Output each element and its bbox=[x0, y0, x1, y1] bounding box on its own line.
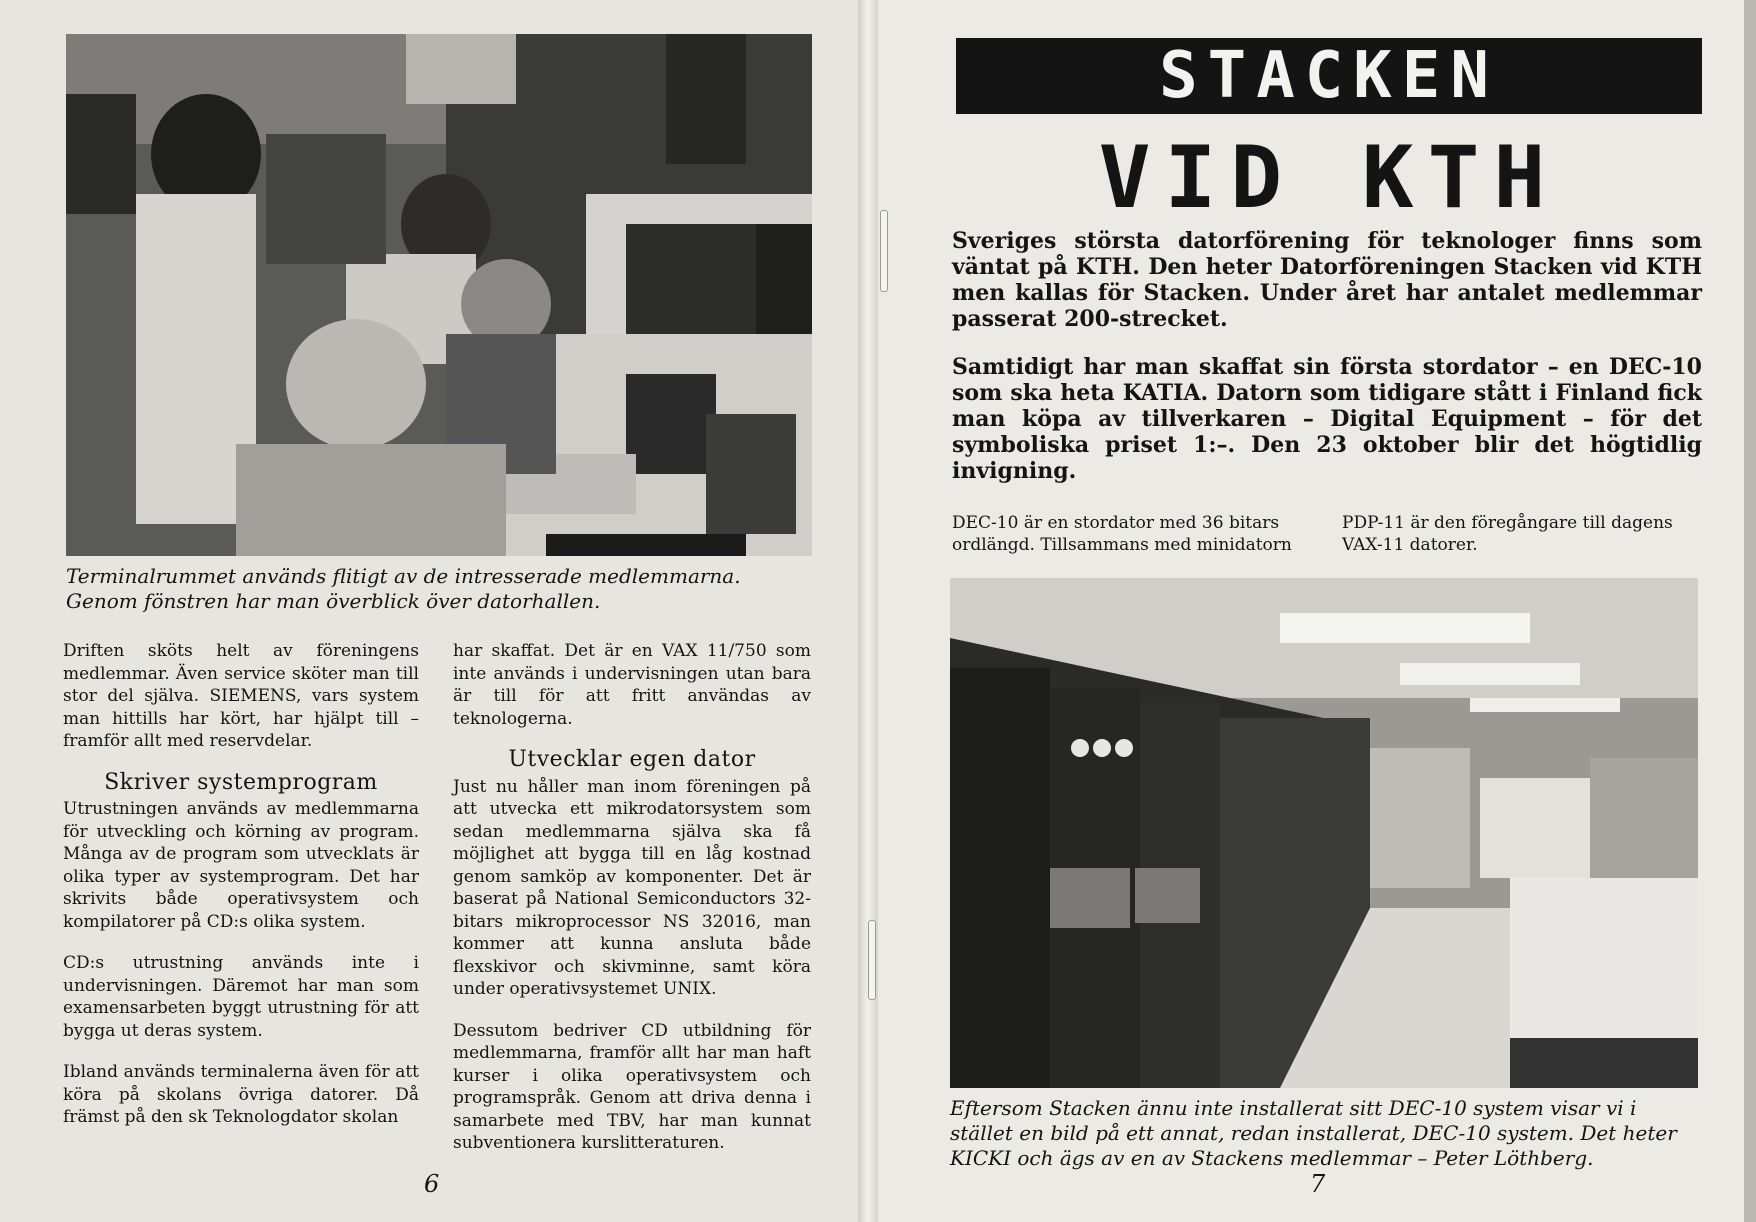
title-vid-kth: VID KTH bbox=[1098, 128, 1560, 228]
title-banner-stacken: STACKEN bbox=[956, 38, 1702, 114]
paragraph: har skaffat. Det är en VAX 11/750 som inte används i undervisningen utan bara är till för att fritt användas av teknologerna. bbox=[453, 641, 811, 729]
terminal-photo-caption: Terminalrummet används flitigt av de intresserade medlemmarna. Genom fönstren har man överblick över datorhallen. bbox=[66, 564, 741, 613]
lead-paragraph: Samtidigt har man skaffat sin första stordator – en DEC-10 som ska heta KATIA. Datorn som tidigare stått i Finland fick man köpa av tillverkaren – Digital Equipment – för det symboliska priset 1:–. Den 23 oktober blir det högtidlig invigning. bbox=[952, 354, 1702, 484]
left-column-1 bbox=[63, 640, 419, 1148]
paragraph: Driften sköts helt av föreningens medlemmar. Även service sköter man till stor del själva. SIEMENS, vars system man hittills har kört, har hjälpt till – framför allt med reservdelar. bbox=[63, 641, 419, 751]
subheading-skriver-systemprogram: Skriver systemprogram bbox=[104, 769, 378, 795]
page-edge bbox=[1744, 0, 1756, 1222]
page-number-right: 7 bbox=[1310, 1170, 1326, 1198]
note-dec10: DEC-10 är en stordator med 36 bitars ordlängd. Tillsammans med minidatorn bbox=[952, 513, 1292, 555]
computer-hall-caption: Eftersom Stacken ännu inte installerat sitt DEC-10 system visar vi i stället en bild på ett annat, redan installerat, DEC-10 system. Det heter KICKI och ägs av en av Stackens medlemmar – Peter Löthberg. bbox=[950, 1096, 1677, 1170]
left-column-2 bbox=[453, 640, 811, 1174]
paragraph: Dessutom bedriver CD utbildning för medlemmarna, framför allt har man haft kurser i olika operativsystem och programspråk. Genom att driva denna i samarbete med TBV, har man kunnat subventionera kurslitteraturen. bbox=[453, 1020, 811, 1153]
note-pdp11: PDP-11 är den föregångare till dagens VAX-11 datorer. bbox=[1342, 513, 1673, 555]
paragraph: Ibland används terminalerna även för att köra på skolans övriga datorer. Då främst på den sk Teknologdator skolan bbox=[63, 1062, 419, 1127]
paragraph: Just nu håller man inom föreningen på att utvecka ett mikrodatorsystem som sedan medlemmarna själva ska få möjlighet att bygga till en låg kostnad genom samköp av komponenter. Det är baserat på National Semiconductors 32-bitars mikroprocessor NS 32016, man kommer att kunna ansluta både flexskivor och skivminne, samt köra under operativsystemet UNIX. bbox=[453, 776, 811, 999]
lead-paragraph: Sveriges största datorförening för teknologer finns som väntat på KTH. Den heter Datorföreningen Stacken vid KTH men kallas för Stacken. Under året har antalet medlemmar passerat 200-strecket. bbox=[952, 228, 1702, 332]
page-number-left: 6 bbox=[424, 1170, 440, 1198]
computer-hall-photo bbox=[950, 578, 1698, 1088]
staple-bottom bbox=[868, 920, 876, 1000]
binding-gutter bbox=[858, 0, 878, 1222]
paragraph: Utrustningen används av medlemmarna för utveckling och körning av program. Många av de program som utvecklats är olika typer av systemprogram. Det har skrivits både operativsystem och kompilatorer på CD:s olika system. bbox=[63, 799, 419, 932]
lead-text bbox=[952, 228, 1702, 506]
paragraph: CD:s utrustning används inte i undervisningen. Däremot har man som examensarbeten byggt utrustning för att bygga ut deras system. bbox=[63, 953, 419, 1041]
terminal-room-photo bbox=[66, 34, 812, 556]
subheading-utvecklar-egen-dator: Utvecklar egen dator bbox=[508, 747, 756, 772]
staple-top bbox=[880, 210, 888, 292]
